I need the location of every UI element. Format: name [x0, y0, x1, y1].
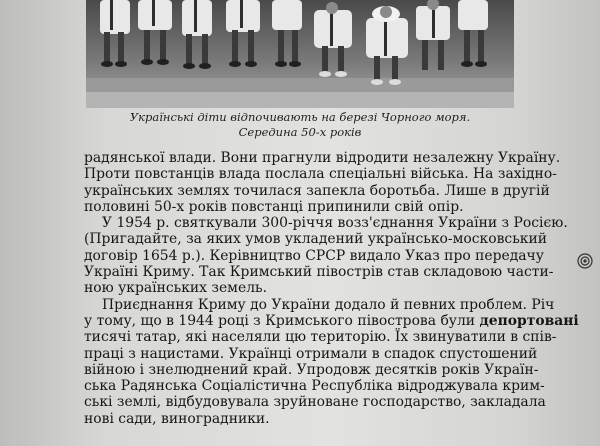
- text-line: нові сади, виноградники.: [84, 410, 270, 427]
- text-line: українських землях точилася запекла боротьба. Лише в другій: [84, 182, 550, 199]
- text-line: Україні Криму. Так Кримський півострів став складовою части-: [84, 264, 554, 281]
- text-line-with-bold: [84, 312, 579, 329]
- caption-line-1: Українські діти відпочивають на березі Чорного моря.: [129, 110, 471, 124]
- text-line: (Пригадайте, за яких умов укладений українсько-московський: [84, 231, 547, 248]
- text-line: половині 50-х років повстанці припинили свій опір.: [84, 198, 464, 215]
- text-line: тисячі татар, які населяли цю територію. Їх звинуватили в спів-: [84, 329, 557, 346]
- text-line: договір 1654 р.). Керівництво СРСР видало Указ про передачу: [84, 247, 544, 264]
- paragraph-3: [84, 296, 579, 427]
- text-line: ною українських земель.: [84, 280, 268, 297]
- caption-line-2: Середина 50-х років: [238, 125, 362, 139]
- paragraph-1: [84, 150, 561, 215]
- text-line: ська Радянська Соціалістична Республіка відроджувала крим-: [84, 378, 545, 395]
- text-line: праці з нацистами. Українці отримали в спадок спустошений: [84, 345, 538, 362]
- text-line: радянської влади. Вони прагнули відродити незалежну Україну.: [84, 150, 561, 166]
- text-line: Проти повстанців влада послала спеціальні війська. На західно-: [84, 166, 557, 183]
- paragraph-2: [84, 215, 568, 297]
- photo-caption: [86, 110, 514, 140]
- text-line: Приєднання Криму до України додало й певних проблем. Річ: [102, 296, 555, 313]
- target-icon: [577, 253, 593, 269]
- text-line-prefix: у тому, що в 1944 році з Кримського півострова були: [84, 312, 480, 329]
- text-line: війною і знелюднений край. Упродовж десятків років Україн-: [84, 361, 539, 378]
- text-line: У 1954 р. святкували 300-річчя возз'єднання України з Росією.: [102, 215, 568, 232]
- photo-children-beach-icon: [86, 0, 514, 108]
- bold-term: депортовані: [479, 312, 579, 329]
- body-text: [84, 150, 579, 427]
- text-line: ські землі, відбудовувала зруйноване господарство, закладала: [84, 394, 546, 411]
- historical-photo: [86, 0, 514, 108]
